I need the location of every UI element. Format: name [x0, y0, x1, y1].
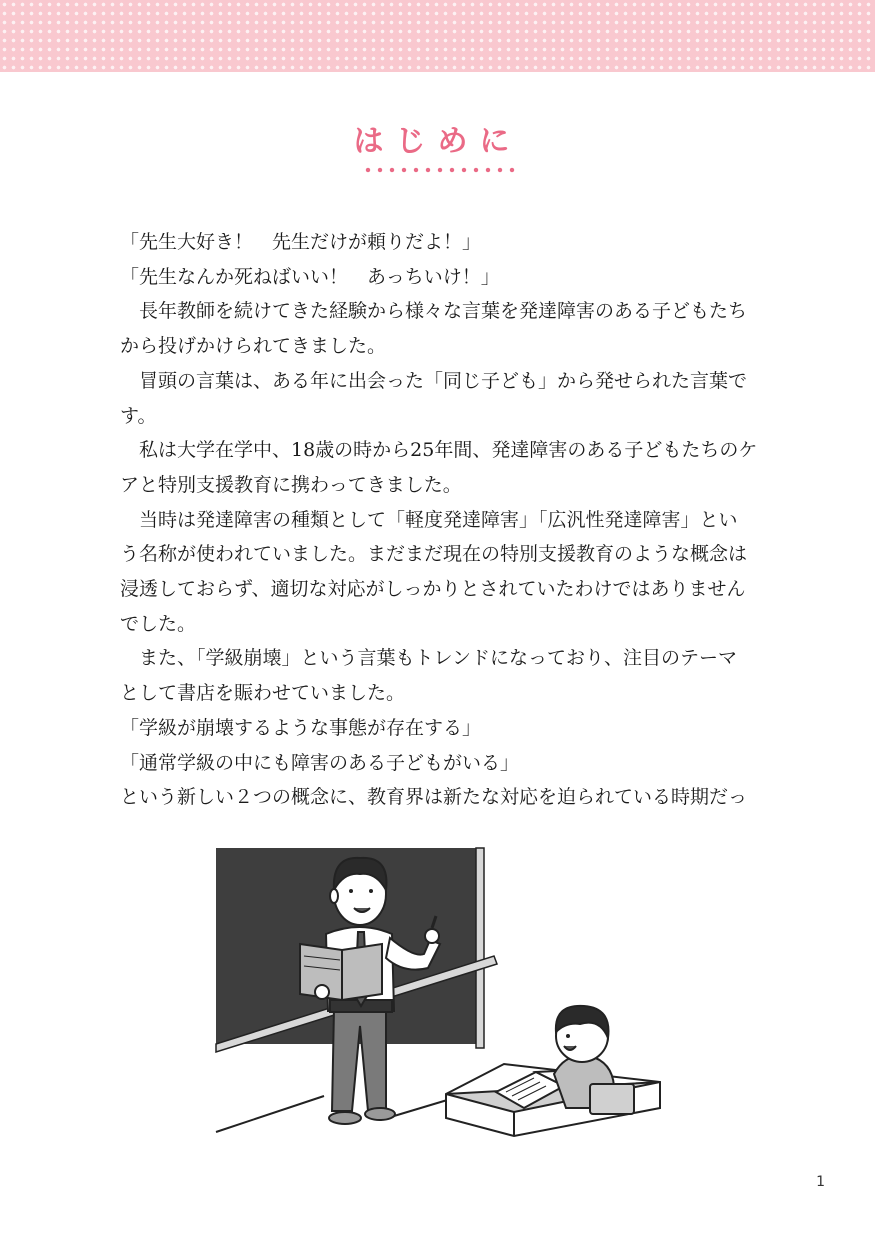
text-line: でした。	[120, 612, 197, 635]
text-line: 「通常学級の中にも障害のある子どもがいる」	[120, 751, 520, 774]
text-line: 「先生大好き！ 先生だけが頼りだよ！」	[120, 231, 482, 253]
floor-line	[216, 1096, 324, 1132]
classroom-illustration	[214, 846, 664, 1138]
header-pattern-band	[0, 0, 875, 72]
text-line: 浸透しておらず、適切な対応がしっかりとされていたわけではありません	[120, 578, 746, 601]
text-line: として書店を賑わせていました。	[120, 682, 406, 705]
text-line: また、「学級崩壊」という言葉もトレンドになっており、注目のテーマ	[120, 647, 738, 670]
page-title: はじめに	[353, 124, 522, 159]
title-dotted-underline	[362, 166, 518, 174]
student-figure	[554, 1006, 634, 1114]
page-number: 1	[816, 1174, 825, 1190]
text-line: 冒頭の言葉は、ある年に出会った「同じ子ども」から発せられた言葉で	[120, 369, 748, 392]
text-line: 当時は発達障害の種類として「軽度発達障害」「広汎性発達障害」とい	[120, 508, 738, 531]
text-line: という新しい２つの概念に、教育界は新たな対応を迫られている時期だっ	[120, 786, 748, 809]
text-line: す。	[120, 404, 157, 427]
text-line: 長年教師を続けてきた経験から様々な言葉を発達障害のある子どもたち	[120, 300, 748, 323]
text-line: う名称が使われていました。まだまだ現在の特別支援教育のような概念は	[120, 543, 748, 566]
text-line: 「先生なんか死ねばいい！ あっちいけ！」	[120, 265, 500, 288]
text-line: から投げかけられてきました。	[120, 335, 387, 358]
body-text	[120, 225, 760, 815]
text-line: アと特別支援教育に携わってきました。	[120, 473, 462, 496]
text-line: 私は大学在学中、18歳の時から25年間、発達障害のある子どもたちのケ	[120, 439, 758, 462]
text-line: 「学級が崩壊するような事態が存在する」	[120, 716, 482, 739]
